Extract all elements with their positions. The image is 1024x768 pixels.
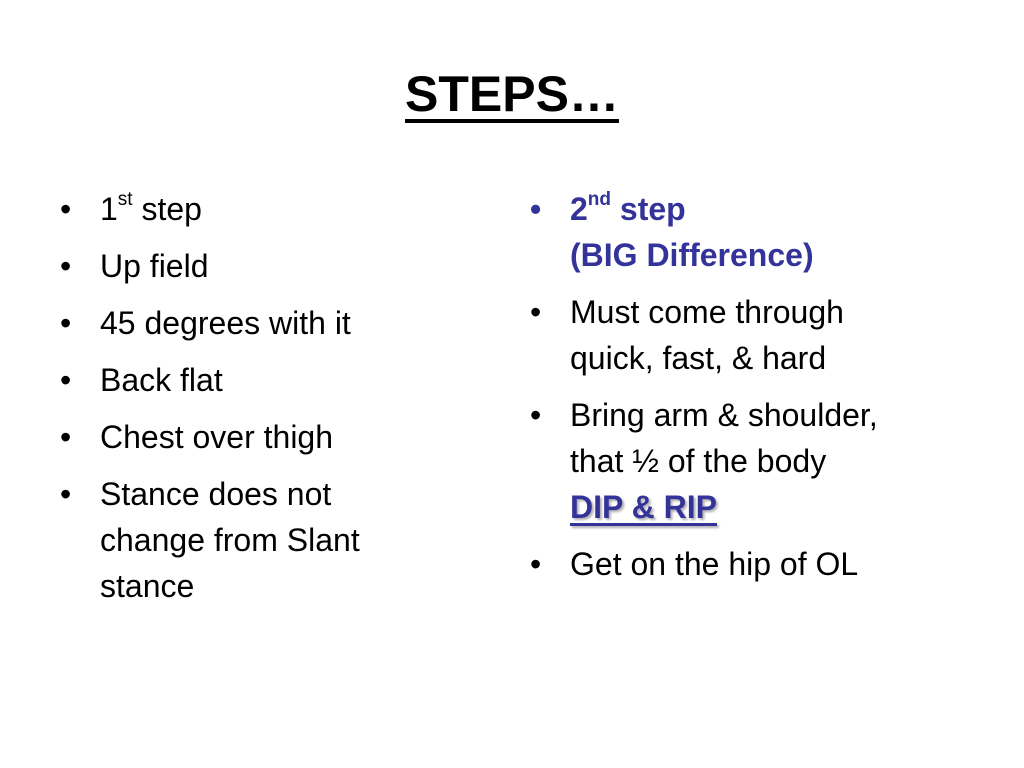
bring-arm-line-1: • Bring arm & shoulder,: [570, 397, 878, 433]
bullet-back-flat: • Back flat: [58, 357, 458, 403]
bullet-stance-line-2: change from Slant: [100, 522, 360, 558]
bullet-chest-over-thigh: • Chest over thigh: [58, 414, 458, 460]
step-ordinal-suffix: st: [117, 189, 133, 211]
dip-rip-line: [570, 484, 998, 530]
must-come-line-1: • Must come through: [570, 294, 844, 330]
slide-title-text: STEPS…: [405, 66, 619, 122]
right-bullet-list: [528, 186, 998, 598]
left-bullet-list: [58, 186, 458, 620]
step-label: step: [611, 191, 686, 227]
second-step-heading: [570, 186, 998, 232]
bullet-up-field: • Up field: [58, 243, 458, 289]
step-number: 2: [570, 191, 588, 227]
bullet-must-come-through: [528, 289, 998, 381]
second-step-note: (BIG Difference): [570, 237, 814, 273]
bring-arm-line-2: that ½ of the body: [570, 443, 827, 479]
bullet-bring-arm: [528, 392, 998, 530]
bullet-45-degrees: • 45 degrees with it: [58, 300, 458, 346]
bullet-stance: [58, 471, 458, 609]
dip-rip-highlight: DIP & RIP: [570, 489, 717, 525]
slide-title: [0, 52, 1024, 136]
bullet-first-step: [58, 186, 458, 232]
bullet-stance-line-1: • Stance does not: [100, 476, 332, 512]
step-ordinal-suffix: nd: [587, 189, 612, 211]
must-come-line-2: quick, fast, & hard: [570, 340, 827, 376]
step-number: 1: [100, 191, 118, 227]
bullet-stance-line-3: stance: [100, 568, 195, 604]
bullet-second-step: [528, 186, 998, 278]
bullet-get-on-hip: • Get on the hip of OL: [528, 541, 998, 587]
step-label: step: [132, 191, 202, 227]
